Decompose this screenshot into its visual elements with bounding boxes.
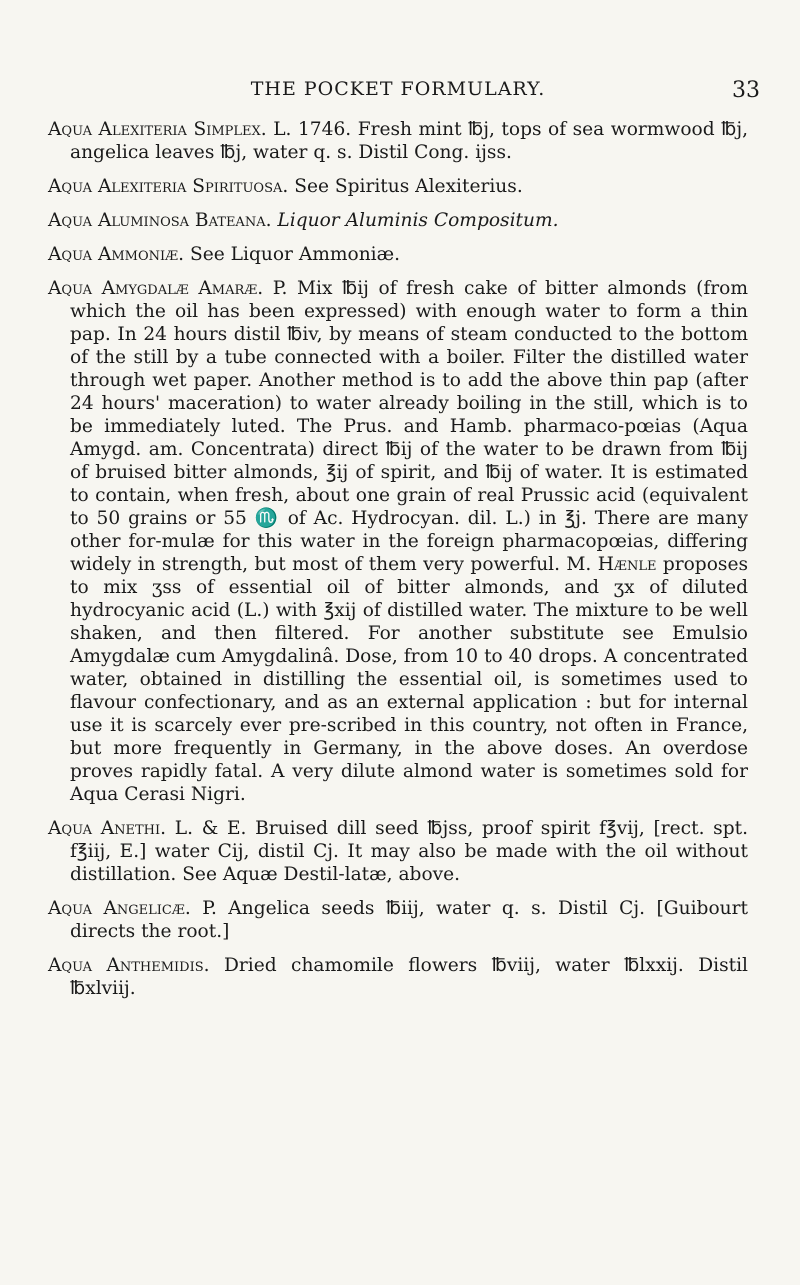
entry-text: P. Angelica seeds ℔iij, water q. s. Distil Cj. [Guibourt directs the root.] [70,898,748,942]
entry-text: See Liquor Ammoniæ. [184,244,401,265]
entry-text: See Spiritus Alexiterius. [288,176,523,197]
entry-aqua-anthemidis [48,954,748,1000]
entry-italic-reference: Liquor Aluminis Compositum. [277,210,559,231]
entry-aqua-ammoniae [48,243,748,266]
entry-aqua-aluminosa-bateana [48,209,748,232]
headword: Aqua Alexiteria Simplex. [48,119,267,140]
headword: Aqua Anethi. [48,818,167,839]
entry-aqua-amygdalae-amarae [48,277,748,806]
entry-text: L. 1746. Fresh mint ℔j, tops of sea wormwood ℔j, angelica leaves ℔j, water q. s. Distil Cong. ijss. [70,119,748,163]
entry-text: Dried chamomile flowers ℔viij, water ℔lxxij. Distil ℔xlviij. [70,955,749,999]
running-title: THE POCKET FORMULARY. [250,78,546,100]
headword: Aqua Alexiteria Spirituosa. [48,176,289,197]
entry-aqua-alexiteria-spirituosa [48,175,748,198]
headword: Aqua Ammoniæ. [48,244,185,265]
entry-text: L. & E. Bruised dill seed ℔jss, proof spirit f℥vij, [rect. spt. f℥iij, E.] water Cij, distil Cj. It may also be made with the oil without distillation. See Aquæ Destil-latæ, above. [70,818,748,885]
author-name: Hænle [597,554,657,575]
headword: Aqua Anthemidis. [48,955,210,976]
entry-aqua-angelicae [48,897,748,943]
page [48,78,760,1011]
entry-text-continued: proposes to mix ʒss of essential oil of bitter almonds, and ʒx of diluted hydrocyanic acid (L.) with ℥xij of distilled water. The mixture to be well shaken, and then filtered. For another substitute see Emulsio Amygdalæ cum Amygdalinâ. Dose, from 10 to 40 drops. A concentrated water, obtained in distilling the essential oil, is sometimes used to flavour confectionary, and as an external application : but for internal use it is scarcely ever pre-scribed in this country, not often in France, but more frequently in Germany, in the above doses. An overdose proves rapidly fatal. A very dilute almond water is sometimes sold for Aqua Cerasi Nigri. [70,554,748,805]
page-number: 33 [732,78,760,103]
headword: Aqua Angelicæ. [48,898,191,919]
headword: Aqua Amygdalæ Amaræ. [48,278,264,299]
headword: Aqua Aluminosa Bateana. [48,210,272,231]
entry-text: P. Mix ℔ij of fresh cake of bitter almonds (from which the oil has been expressed) with enough water to form a thin pap. In 24 hours distil ℔iv, by means of steam conducted to the bottom of the still by a tube connected with a boiler. Filter the distilled water through wet paper. Another method is to add the above thin pap (after 24 hours' maceration) to water already boiling in the still, which is to be immediately luted. The Prus. and Hamb. pharmaco-pœias (Aqua Amygd. am. Concentrata) direct ℔ij of the water to be drawn from ℔ij of bruised bitter almonds, ℥ij of spirit, and ℔ij of water. It is estimated to contain, when fresh, about one grain of real Prussic acid (equivalent to 50 grains or 55 ♏ of Ac. Hydrocyan. dil. L.) in ℥j. There are many other for-mulæ for this water in the foreign pharmacopœias, differing widely in strength, but most of them very powerful. M. [70,278,748,575]
entry-aqua-anethi [48,817,748,886]
running-head [48,78,760,118]
entry-aqua-alexiteria-simplex [48,118,748,164]
